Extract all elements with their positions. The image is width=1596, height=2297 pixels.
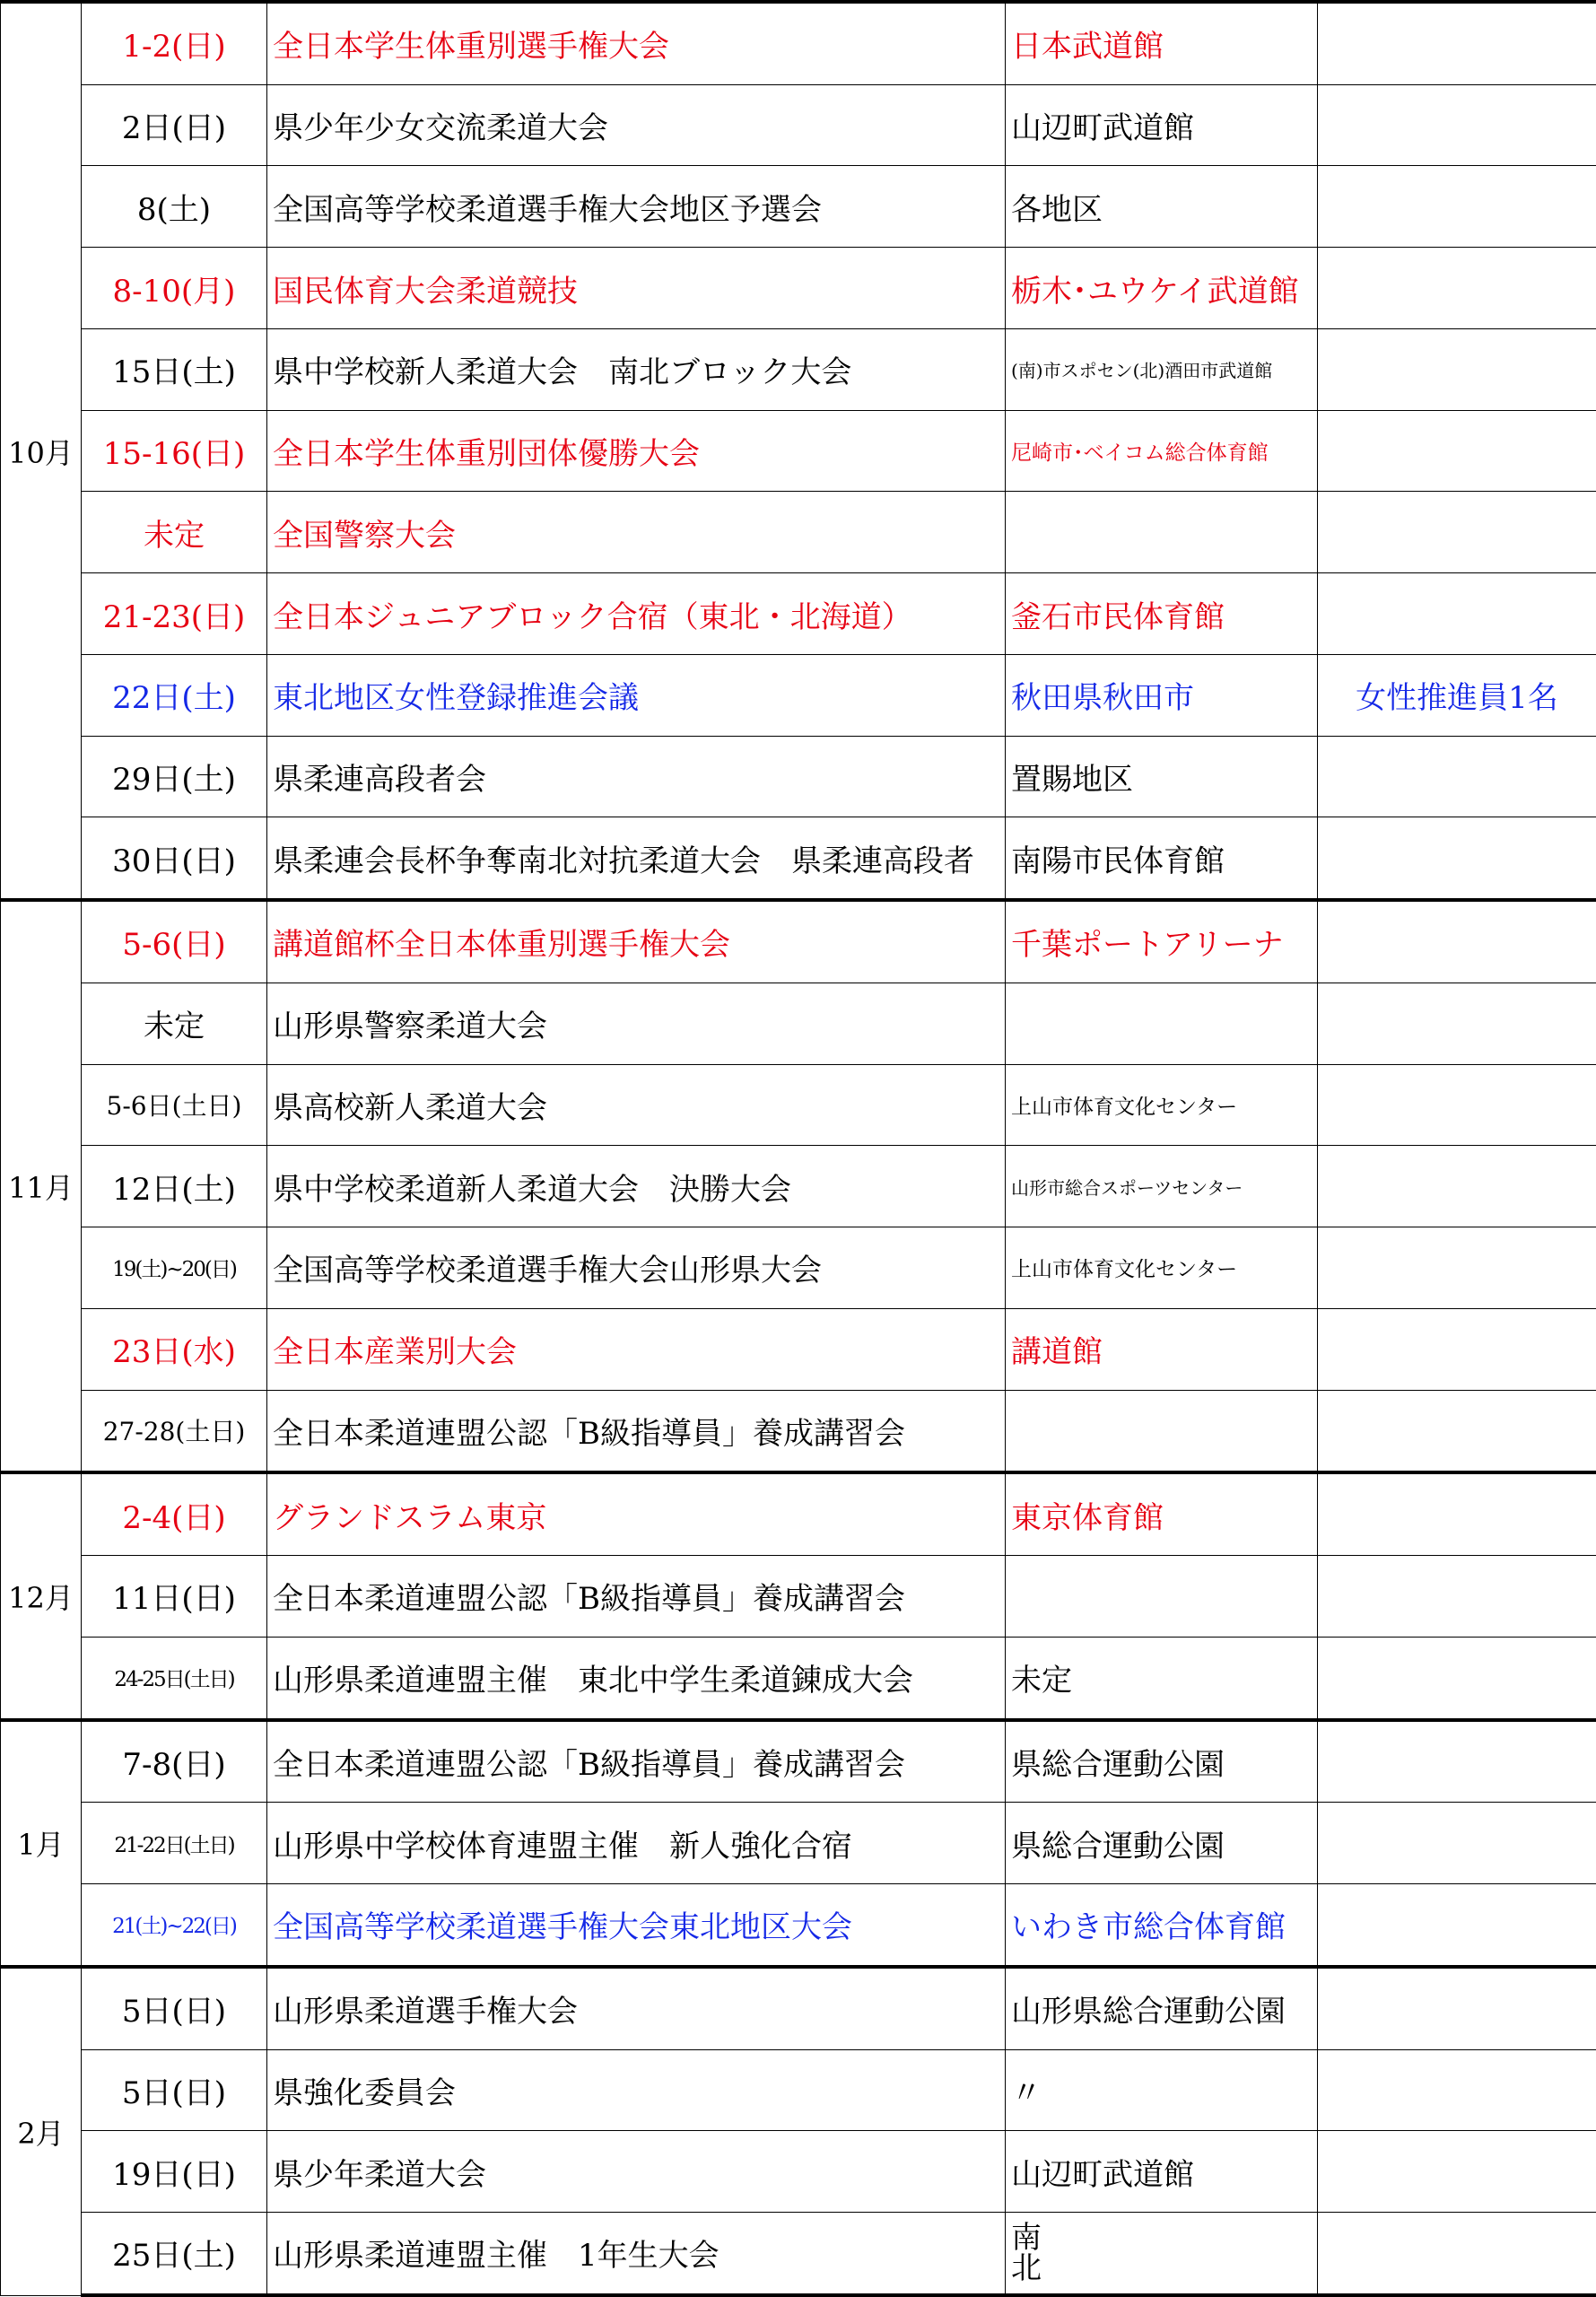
event-cell: 県柔連高段者会	[267, 736, 1006, 817]
note-cell	[1318, 328, 1596, 410]
table-row	[1, 1227, 1596, 1309]
month-label-october: 10月	[1, 2, 82, 900]
note-cell	[1318, 248, 1596, 329]
table-row	[1, 2131, 1596, 2213]
table-row	[1, 2212, 1596, 2295]
note-cell	[1318, 2049, 1596, 2131]
table-row	[1, 900, 1596, 983]
date-cell: 19(土)~20(日)	[82, 1227, 267, 1309]
event-cell: 県柔連会長杯争奪南北対抗柔道大会 県柔連高段者	[267, 817, 1006, 900]
date-cell: 未定	[82, 492, 267, 573]
venue-cell: 各地区	[1006, 166, 1318, 248]
table-row	[1, 983, 1596, 1064]
date-cell: 21(土)~22(日)	[82, 1884, 267, 1967]
event-cell: 山形県柔道連盟主催 1年生大会	[267, 2212, 1006, 2295]
event-cell: 全日本ジュニアブロック合宿（東北・北海道）	[267, 573, 1006, 655]
date-cell: 12日(土)	[82, 1146, 267, 1227]
table-row	[1, 817, 1596, 900]
table-row	[1, 1472, 1596, 1555]
date-cell: 5日(日)	[82, 1967, 267, 2049]
venue-line-1: 南	[1011, 2219, 1042, 2256]
venue-cell: 上山市体育文化センター	[1006, 1064, 1318, 1146]
date-cell: 22日(土)	[82, 654, 267, 736]
table-row	[1, 84, 1596, 166]
date-cell: 8-10(月)	[82, 248, 267, 329]
date-cell: 5-6(日)	[82, 900, 267, 983]
event-cell: 県高校新人柔道大会	[267, 1064, 1006, 1146]
note-cell	[1318, 492, 1596, 573]
table-row	[1, 1390, 1596, 1472]
date-cell: 27-28(土日)	[82, 1390, 267, 1472]
date-cell: 5-6日(土日)	[82, 1064, 267, 1146]
note-cell	[1318, 1884, 1596, 1967]
venue-cell	[1006, 1390, 1318, 1472]
venue-cell: 栃木･ユウケイ武道館	[1006, 248, 1318, 329]
event-cell: 全国高等学校柔道選手権大会山形県大会	[267, 1227, 1006, 1309]
table-row	[1, 2049, 1596, 2131]
venue-cell: (南)市スポセン(北)酒田市武道館	[1006, 328, 1318, 410]
note-cell	[1318, 1637, 1596, 1719]
event-cell: 東北地区女性登録推進会議	[267, 654, 1006, 736]
table-row	[1, 1308, 1596, 1390]
note-cell	[1318, 1064, 1596, 1146]
month-label-november: 11月	[1, 900, 82, 1472]
event-cell: 国民体育大会柔道競技	[267, 248, 1006, 329]
venue-cell: 南陽市民体育館	[1006, 817, 1318, 900]
event-cell: 全日本柔道連盟公認「B級指導員」養成講習会	[267, 1556, 1006, 1638]
event-cell: 全日本産業別大会	[267, 1308, 1006, 1390]
table-row	[1, 248, 1596, 329]
venue-cell: 尼崎市･ベイコム総合体育館	[1006, 410, 1318, 492]
table-row	[1, 1637, 1596, 1719]
date-cell: 24-25日(土日)	[82, 1637, 267, 1719]
venue-cell: 県総合運動公園	[1006, 1803, 1318, 1884]
date-cell: 15-16(日)	[82, 410, 267, 492]
date-cell: 11日(日)	[82, 1556, 267, 1638]
table-row	[1, 654, 1596, 736]
table-row	[1, 1884, 1596, 1967]
note-cell	[1318, 1556, 1596, 1638]
date-cell: 2日(日)	[82, 84, 267, 166]
note-cell: 女性推進員1名	[1318, 654, 1596, 736]
venue-cell: 日本武道館	[1006, 2, 1318, 84]
date-cell: 30日(日)	[82, 817, 267, 900]
note-cell	[1318, 1472, 1596, 1555]
venue-cell: 千葉ポートアリーナ	[1006, 900, 1318, 983]
note-cell	[1318, 1227, 1596, 1309]
date-cell: 未定	[82, 983, 267, 1064]
note-cell	[1318, 573, 1596, 655]
month-label-january: 1月	[1, 1720, 82, 1967]
month-label-december: 12月	[1, 1472, 82, 1719]
table-row	[1, 328, 1596, 410]
event-cell: 全日本学生体重別選手権大会	[267, 2, 1006, 84]
date-cell: 19日(日)	[82, 2131, 267, 2213]
note-cell	[1318, 1967, 1596, 2049]
venue-cell: 山辺町武道館	[1006, 84, 1318, 166]
venue-line-2: 北	[1011, 2249, 1042, 2286]
venue-cell: 山形県総合運動公園	[1006, 1967, 1318, 2049]
table-row	[1, 1803, 1596, 1884]
venue-cell: 山形市総合スポーツセンター	[1006, 1146, 1318, 1227]
venue-cell	[1006, 983, 1318, 1064]
event-cell: 全日本柔道連盟公認「B級指導員」養成講習会	[267, 1720, 1006, 1803]
table-row	[1, 410, 1596, 492]
venue-cell: いわき市総合体育館	[1006, 1884, 1318, 1967]
table-row	[1, 1556, 1596, 1638]
event-cell: 全国高等学校柔道選手権大会東北地区大会	[267, 1884, 1006, 1967]
event-cell: 全日本学生体重別団体優勝大会	[267, 410, 1006, 492]
date-cell: 29日(土)	[82, 736, 267, 817]
note-cell	[1318, 84, 1596, 166]
date-cell: 25日(土)	[82, 2212, 267, 2295]
event-cell: 山形県柔道連盟主催 東北中学生柔道錬成大会	[267, 1637, 1006, 1719]
venue-cell: 東京体育館	[1006, 1472, 1318, 1555]
table-row	[1, 1720, 1596, 1803]
venue-cell: 上山市体育文化センター	[1006, 1227, 1318, 1309]
date-cell: 8(土)	[82, 166, 267, 248]
month-label-february: 2月	[1, 1967, 82, 2295]
venue-cell: 秋田県秋田市	[1006, 654, 1318, 736]
note-cell	[1318, 166, 1596, 248]
venue-cell: 県総合運動公園	[1006, 1720, 1318, 1803]
venue-cell	[1006, 492, 1318, 573]
note-cell	[1318, 817, 1596, 900]
event-cell: 県中学校新人柔道大会 南北ブロック大会	[267, 328, 1006, 410]
event-cell: 全国警察大会	[267, 492, 1006, 573]
venue-cell: 釜石市民体育館	[1006, 573, 1318, 655]
note-cell	[1318, 2212, 1596, 2295]
note-cell	[1318, 900, 1596, 983]
event-cell: 山形県中学校体育連盟主催 新人強化合宿	[267, 1803, 1006, 1884]
note-cell	[1318, 410, 1596, 492]
venue-cell: 講道館	[1006, 1308, 1318, 1390]
table-row	[1, 736, 1596, 817]
date-cell: 23日(水)	[82, 1308, 267, 1390]
date-cell: 7-8(日)	[82, 1720, 267, 1803]
date-cell: 2-4(日)	[82, 1472, 267, 1555]
venue-cell: 置賜地区	[1006, 736, 1318, 817]
table-row	[1, 1064, 1596, 1146]
venue-cell	[1006, 1556, 1318, 1638]
event-cell: 県強化委員会	[267, 2049, 1006, 2131]
date-cell: 21-22日(土日)	[82, 1803, 267, 1884]
event-cell: 県中学校柔道新人柔道大会 決勝大会	[267, 1146, 1006, 1227]
venue-cell: 未定	[1006, 1637, 1318, 1719]
note-cell	[1318, 2131, 1596, 2213]
event-cell: グランドスラム東京	[267, 1472, 1006, 1555]
date-cell: 1-2(日)	[82, 2, 267, 84]
note-cell	[1318, 983, 1596, 1064]
event-cell: 全国高等学校柔道選手権大会地区予選会	[267, 166, 1006, 248]
event-cell: 全日本柔道連盟公認「B級指導員」養成講習会	[267, 1390, 1006, 1472]
venue-cell	[1006, 2212, 1318, 2295]
event-cell: 山形県柔道選手権大会	[267, 1967, 1006, 2049]
venue-cell: 山辺町武道館	[1006, 2131, 1318, 2213]
table-row	[1, 1967, 1596, 2049]
date-cell: 5日(日)	[82, 2049, 267, 2131]
note-cell	[1318, 1803, 1596, 1884]
note-cell	[1318, 736, 1596, 817]
event-cell: 県少年少女交流柔道大会	[267, 84, 1006, 166]
event-cell: 県少年柔道大会	[267, 2131, 1006, 2213]
table-row	[1, 573, 1596, 655]
event-cell: 山形県警察柔道大会	[267, 983, 1006, 1064]
table-row	[1, 166, 1596, 248]
table-row	[1, 1146, 1596, 1227]
table-row	[1, 492, 1596, 573]
note-cell	[1318, 2, 1596, 84]
table-row	[1, 2, 1596, 84]
date-cell: 15日(土)	[82, 328, 267, 410]
date-cell: 21-23(日)	[82, 573, 267, 655]
note-cell	[1318, 1720, 1596, 1803]
venue-cell: 〃	[1006, 2049, 1318, 2131]
event-cell: 講道館杯全日本体重別選手権大会	[267, 900, 1006, 983]
note-cell	[1318, 1308, 1596, 1390]
note-cell	[1318, 1390, 1596, 1472]
note-cell	[1318, 1146, 1596, 1227]
